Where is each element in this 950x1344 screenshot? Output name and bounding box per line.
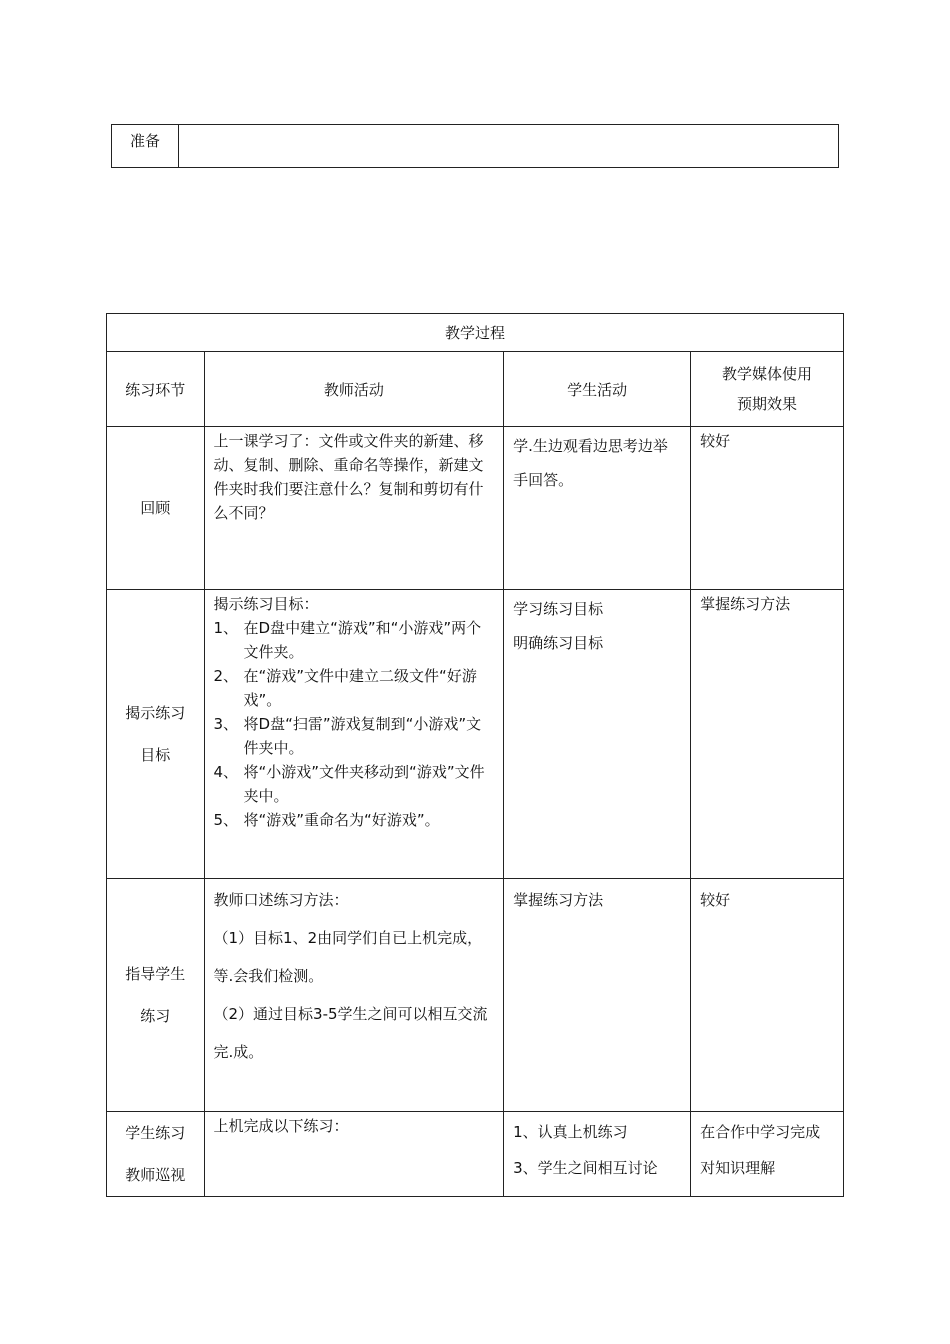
- header-stage: 练习环节: [107, 352, 205, 427]
- table-row: [107, 590, 844, 879]
- list-item: [214, 712, 496, 760]
- student-activity-cell: 学.生边观看边思考边举手回答。: [504, 427, 691, 590]
- stage-line: 目标: [140, 746, 171, 764]
- teacher-intro: 揭示练习目标：: [213, 595, 319, 613]
- list-item: [214, 808, 496, 832]
- list-text: 将D盘“扫雷”游戏复制到“小游戏”文件夹中。: [243, 715, 482, 757]
- stage-line: 指导学生: [125, 965, 186, 983]
- student-line: 学习练习目标: [513, 600, 604, 618]
- list-number: 5、: [213, 811, 239, 829]
- stage-line: 教师巡视: [125, 1166, 186, 1184]
- list-item: [214, 664, 496, 712]
- teacher-paragraph: （2）通过目标3-5学生之间可以相互交流完.成。: [213, 1005, 488, 1061]
- teaching-process-table: [106, 313, 844, 1197]
- header-teacher: 教师活动: [204, 352, 504, 427]
- table-row: [107, 427, 844, 590]
- header-row: [107, 352, 844, 427]
- teacher-activity-cell: 上机完成以下练习：: [204, 1112, 504, 1197]
- header-media: [691, 352, 844, 427]
- list-text: 将“小游戏”文件夹移动到“游戏”文件夹中。: [243, 763, 485, 805]
- preparation-table: [111, 124, 839, 168]
- prep-content: [179, 125, 839, 168]
- list-number: 4、: [213, 763, 239, 781]
- list-number: 3、: [213, 715, 239, 733]
- table-row: [107, 1112, 844, 1197]
- header-media-line2: 预期效果: [737, 395, 798, 413]
- table-title: 教学过程: [107, 314, 844, 352]
- student-activity-cell: [504, 1112, 691, 1197]
- stage-cell: [107, 590, 205, 879]
- student-line: 3、学生之间相互讨论: [513, 1159, 658, 1177]
- teacher-activity-cell: [204, 879, 504, 1112]
- stage-cell: [107, 1112, 205, 1197]
- stage-cell: 回顾: [107, 427, 205, 590]
- list-item: [214, 616, 496, 664]
- teacher-activity-cell: [204, 590, 504, 879]
- teacher-intro: 教师口述练习方法：: [213, 891, 349, 909]
- list-number: 1、: [213, 619, 239, 637]
- student-activity-cell: 掌握练习方法: [504, 879, 691, 1112]
- list-item: [214, 760, 496, 808]
- list-text: 在“游戏”文件中建立二级文件“好游戏”。: [243, 667, 477, 709]
- teacher-activity-cell: 上一课学习了：文件或文件夹的新建、移动、复制、删除、重命名等操作，新建文件夹时我们要注意什么？复制和剪切有什么不同？: [204, 427, 504, 590]
- stage-line: 学生练习: [125, 1124, 186, 1142]
- student-line: 明确练习目标: [513, 634, 604, 652]
- header-student: 学生活动: [504, 352, 691, 427]
- media-effect-cell: 在合作中学习完成对知识理解: [691, 1112, 844, 1197]
- teacher-paragraph: （1）目标1、2由同学们自已上机完成，等.会我们检测。: [213, 929, 483, 985]
- stage-line: 揭示练习: [125, 704, 186, 722]
- media-effect-cell: 较好: [691, 879, 844, 1112]
- table-row: [107, 879, 844, 1112]
- media-effect-cell: 掌握练习方法: [691, 590, 844, 879]
- header-media-line1: 教学媒体使用: [722, 365, 813, 383]
- stage-line: 练习: [140, 1007, 171, 1025]
- prep-label: 准备: [112, 125, 179, 168]
- student-activity-cell: [504, 590, 691, 879]
- stage-cell: [107, 879, 205, 1112]
- media-effect-cell: 较好: [691, 427, 844, 590]
- list-text: 将“游戏”重命名为“好游戏”。: [243, 811, 440, 829]
- list-number: 2、: [213, 667, 239, 685]
- student-line: 1、认真上机练习: [513, 1123, 628, 1141]
- list-text: 在D盘中建立“游戏”和“小游戏”两个文件夹。: [243, 619, 482, 661]
